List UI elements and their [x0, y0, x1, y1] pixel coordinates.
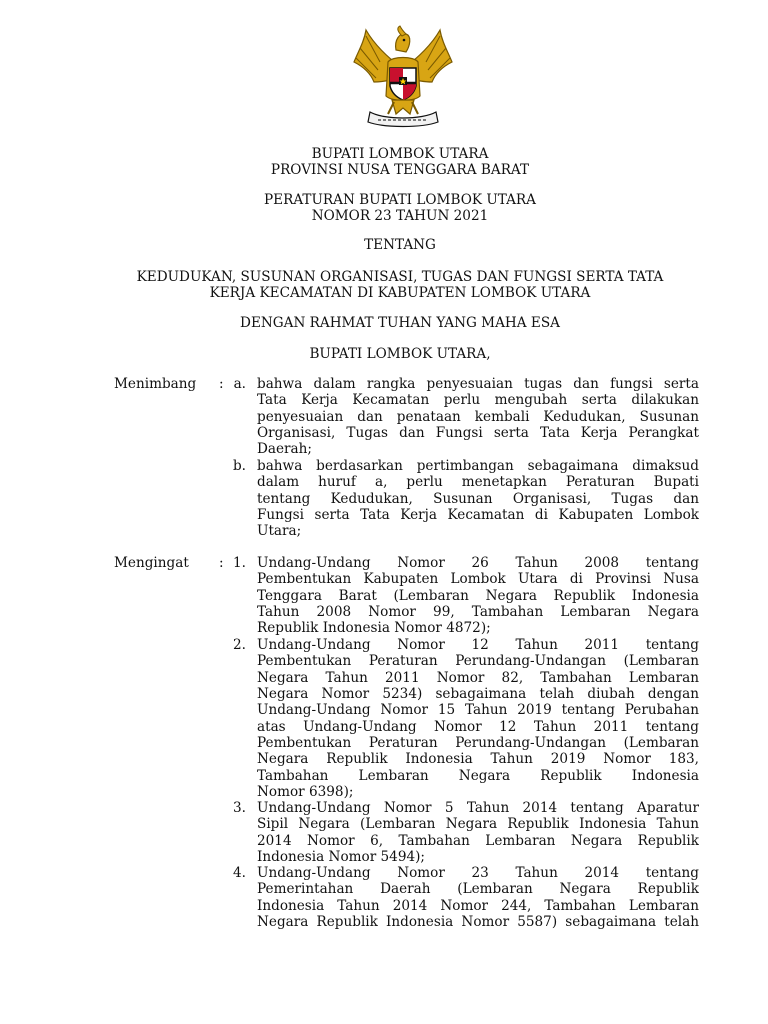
text-line: Utara; — [257, 523, 302, 540]
text-line: Sipil Negara (Lembaran Negara Republik Indonesia Tahun — [257, 816, 699, 833]
menimbang-item-b — [257, 458, 699, 540]
text-line: Tambahan Lembaran Negara Republik Indonesia — [257, 767, 699, 784]
mengingat-item-2 — [257, 637, 699, 800]
text-line: Tata Kerja Kecamatan perlu mengubah serta dilakukan — [257, 392, 699, 409]
text-line: bahwa dalam rangka penyesuaian tugas dan fungsi serta — [257, 376, 699, 392]
header-block — [0, 146, 768, 178]
mengingat-marker-4: 4. — [233, 865, 246, 881]
mengingat-marker-3: 3. — [233, 800, 246, 816]
subject-block — [0, 269, 768, 301]
text-line: Tenggara Barat (Lembaran Negara Republik Indonesia — [257, 587, 699, 604]
menimbang-marker-b: b. — [232, 458, 246, 474]
menimbang-colon: : — [219, 376, 224, 392]
menimbang-label: Menimbang — [114, 376, 197, 392]
tentang-block — [0, 237, 768, 253]
issuer-block — [0, 346, 768, 362]
text-line: tentang Kedudukan, Susunan Organisasi, Tugas dan — [257, 490, 699, 507]
regulation-number: NOMOR 23 TAHUN 2021 — [311, 208, 489, 224]
regent-title: BUPATI LOMBOK UTARA — [311, 146, 489, 162]
text-line: Indonesia Tahun 2014 Nomor 244, Tambahan Lembaran — [257, 897, 699, 914]
text-line: Nomor 6398); — [257, 784, 354, 801]
text-line: Negara Republik Indonesia Nomor 5587) sebagaimana telah — [257, 914, 699, 931]
text-line: Pemerintahan Daerah (Lembaran Negara Republik — [257, 881, 699, 898]
menimbang-marker-a: a. — [233, 376, 246, 392]
text-line: Undang-Undang Nomor 12 Tahun 2011 tentang — [257, 637, 699, 653]
blessing-block — [0, 315, 768, 331]
tentang-label: TENTANG — [364, 237, 436, 253]
text-line: Pembentukan Kabupaten Lombok Utara di Provinsi Nusa — [257, 571, 699, 588]
issuer-line: BUPATI LOMBOK UTARA, — [309, 346, 491, 362]
mengingat-item-1 — [257, 555, 699, 637]
text-line: Pembentukan Peraturan Perundang-Undangan (Lembaran — [257, 653, 699, 670]
text-line: Negara Republik Indonesia Tahun 2019 Nomor 183, — [257, 751, 699, 768]
garuda-emblem-icon — [344, 22, 462, 130]
text-line: atas Undang-Undang Nomor 12 Tahun 2011 tentang — [257, 718, 699, 735]
mengingat-marker-2: 2. — [233, 637, 246, 653]
mengingat-colon: : — [219, 555, 224, 571]
text-line: Negara Nomor 5234) sebagaimana telah diubah dengan — [257, 686, 699, 703]
mengingat-marker-1: 1. — [233, 555, 246, 571]
subject-line-1: KEDUDUKAN, SUSUNAN ORGANISASI, TUGAS DAN FUNGSI SERTA TATA — [136, 269, 664, 285]
mengingat-label: Mengingat — [114, 555, 189, 571]
text-line: Daerah; — [257, 441, 312, 458]
regulation-block — [0, 192, 768, 224]
text-line: Republik Indonesia Nomor 4872); — [257, 620, 491, 637]
menimbang-item-a — [257, 376, 699, 458]
province-title: PROVINSI NUSA TENGGARA BARAT — [270, 162, 530, 178]
text-line: Tahun 2008 Nomor 99, Tambahan Lembaran Negara — [257, 604, 699, 621]
text-line: bahwa berdasarkan pertimbangan sebagaimana dimaksud — [257, 458, 699, 474]
regulation-title: PERATURAN BUPATI LOMBOK UTARA — [264, 192, 536, 208]
text-line: Undang-Undang Nomor 23 Tahun 2014 tentang — [257, 865, 699, 881]
text-line: Organisasi, Tugas dan Fungsi serta Tata Kerja Perangkat — [257, 425, 699, 442]
text-line: 2014 Nomor 6, Tambahan Lembaran Negara Republik — [257, 832, 699, 849]
mengingat-item-4 — [257, 865, 699, 930]
text-line: Negara Tahun 2011 Nomor 82, Tambahan Lembaran — [257, 669, 699, 686]
text-line: Pembentukan Peraturan Perundang-Undangan (Lembaran — [257, 735, 699, 752]
text-line: dalam huruf a, perlu menetapkan Peraturan Bupati — [257, 474, 699, 491]
blessing-line: DENGAN RAHMAT TUHAN YANG MAHA ESA — [240, 315, 560, 331]
text-line: penyesuaian dan penataan kembali Kedudukan, Susunan — [257, 408, 699, 425]
mengingat-item-3 — [257, 800, 699, 865]
text-line: Undang-Undang Nomor 26 Tahun 2008 tentang — [257, 555, 699, 571]
text-line: Undang-Undang Nomor 15 Tahun 2019 tentang Perubahan — [257, 702, 699, 719]
text-line: Fungsi serta Tata Kerja Kecamatan di Kabupaten Lombok — [257, 507, 699, 524]
text-line: Undang-Undang Nomor 5 Tahun 2014 tentang Aparatur — [257, 800, 699, 816]
subject-line-2: KERJA KECAMATAN DI KABUPATEN LOMBOK UTARA — [209, 285, 591, 301]
garuda-emblem — [344, 22, 462, 130]
text-line: Indonesia Nomor 5494); — [257, 849, 426, 866]
